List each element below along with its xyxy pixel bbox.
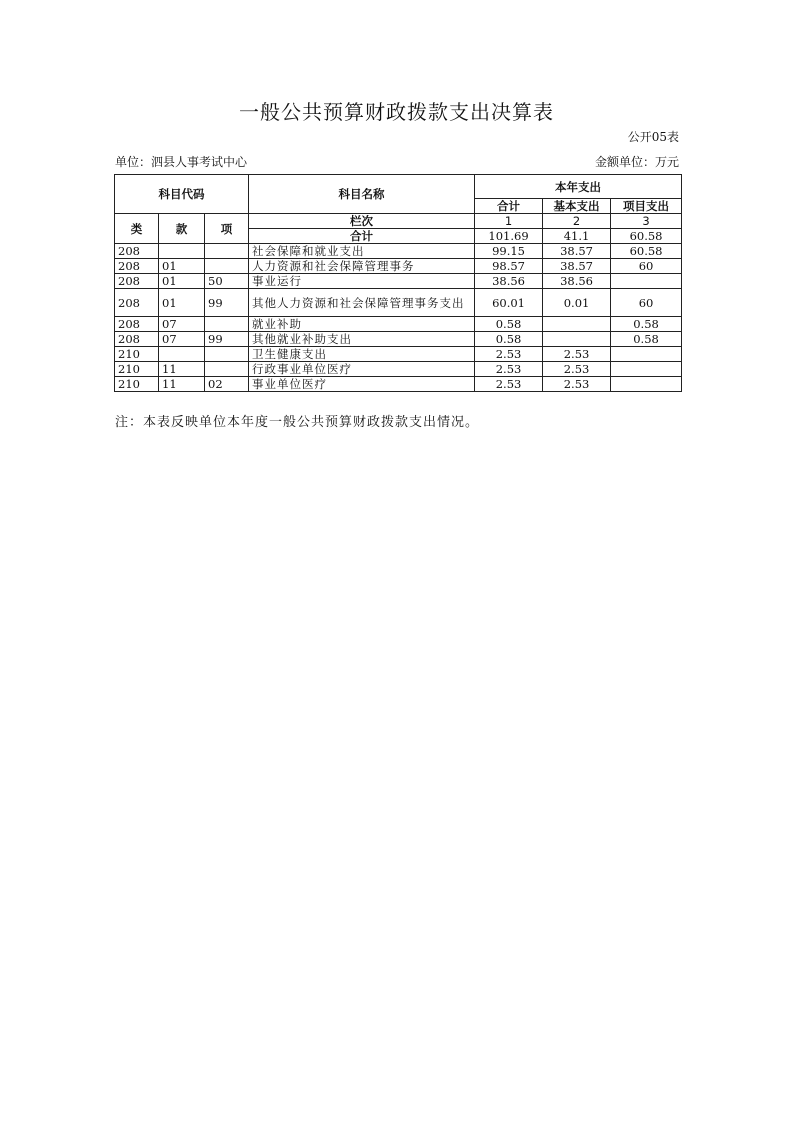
- basic-value: 2.53: [543, 362, 611, 377]
- item-code: [205, 362, 249, 377]
- subject-name: 事业运行: [249, 274, 475, 289]
- basic-value: 0.01: [543, 289, 611, 317]
- header-basic: 基本支出: [543, 199, 611, 214]
- total-value: 0.58: [475, 332, 543, 347]
- table-row: [115, 377, 682, 392]
- table-row: [115, 362, 682, 377]
- subject-name: 社会保障和就业支出: [249, 244, 475, 259]
- item-code: 02: [205, 377, 249, 392]
- total-value: 2.53: [475, 377, 543, 392]
- total-value: 60.01: [475, 289, 543, 317]
- section-code: [159, 347, 205, 362]
- project-value: [611, 274, 682, 289]
- basic-value: [543, 332, 611, 347]
- class-code: 208: [115, 259, 159, 274]
- header-current-year: 本年支出: [475, 175, 682, 199]
- subject-name: 其他就业补助支出: [249, 332, 475, 347]
- header-class: 类: [115, 214, 159, 244]
- total-value: 38.56: [475, 274, 543, 289]
- item-code: [205, 317, 249, 332]
- item-code: [205, 347, 249, 362]
- header-col1: 1: [475, 214, 543, 229]
- project-value: [611, 347, 682, 362]
- amount-unit-label: 金额单位：万元: [594, 155, 679, 169]
- section-code: 01: [159, 274, 205, 289]
- header-project: 项目支出: [611, 199, 682, 214]
- table-row: [115, 332, 682, 347]
- table-row: [115, 259, 682, 274]
- totals-total: 101.69: [475, 229, 543, 244]
- total-value: 0.58: [475, 317, 543, 332]
- class-code: 208: [115, 332, 159, 347]
- project-value: [611, 377, 682, 392]
- class-code: 210: [115, 347, 159, 362]
- subject-name: 卫生健康支出: [249, 347, 475, 362]
- item-code: 99: [205, 332, 249, 347]
- class-code: 208: [115, 274, 159, 289]
- total-value: 2.53: [475, 347, 543, 362]
- section-code: 11: [159, 362, 205, 377]
- project-value: 60: [611, 289, 682, 317]
- project-value: 60.58: [611, 244, 682, 259]
- class-code: 210: [115, 362, 159, 377]
- basic-value: 38.56: [543, 274, 611, 289]
- table-row: [115, 274, 682, 289]
- section-code: 01: [159, 289, 205, 317]
- project-value: 60: [611, 259, 682, 274]
- project-value: [611, 362, 682, 377]
- basic-value: 2.53: [543, 377, 611, 392]
- class-code: 208: [115, 317, 159, 332]
- subject-name: 事业单位医疗: [249, 377, 475, 392]
- form-code: 公开05表: [627, 130, 679, 144]
- subject-name: 就业补助: [249, 317, 475, 332]
- basic-value: 38.57: [543, 259, 611, 274]
- section-code: 01: [159, 259, 205, 274]
- item-code: 99: [205, 289, 249, 317]
- header-item: 项: [205, 214, 249, 244]
- basic-value: 38.57: [543, 244, 611, 259]
- project-value: 0.58: [611, 317, 682, 332]
- section-code: 07: [159, 332, 205, 347]
- class-code: 208: [115, 244, 159, 259]
- subject-name: 人力资源和社会保障管理事务: [249, 259, 475, 274]
- expenditure-table: [114, 174, 682, 392]
- header-total: 合计: [475, 199, 543, 214]
- table-row: [115, 347, 682, 362]
- basic-value: [543, 317, 611, 332]
- table-row: [115, 244, 682, 259]
- section-code: 07: [159, 317, 205, 332]
- table-row: [115, 317, 682, 332]
- subject-name: 行政事业单位医疗: [249, 362, 475, 377]
- header-column-label: 栏次: [249, 214, 475, 229]
- table-row: [115, 289, 682, 317]
- header-section: 款: [159, 214, 205, 244]
- totals-basic: 41.1: [543, 229, 611, 244]
- subject-name: 其他人力资源和社会保障管理事务支出: [249, 289, 475, 317]
- totals-project: 60.58: [611, 229, 682, 244]
- header-subject-name: 科目名称: [249, 175, 475, 214]
- item-code: [205, 259, 249, 274]
- project-value: 0.58: [611, 332, 682, 347]
- total-value: 2.53: [475, 362, 543, 377]
- class-code: 208: [115, 289, 159, 317]
- header-subject-code: 科目代码: [115, 175, 249, 214]
- total-value: 98.57: [475, 259, 543, 274]
- section-code: 11: [159, 377, 205, 392]
- table-note: 注：本表反映单位本年度一般公共预算财政拨款支出情况。: [115, 415, 480, 430]
- totals-label: 合计: [249, 229, 475, 244]
- section-code: [159, 244, 205, 259]
- page-title: 一般公共预算财政拨款支出决算表: [239, 100, 554, 124]
- unit-label: 单位：泗县人事考试中心: [115, 155, 248, 169]
- header-col2: 2: [543, 214, 611, 229]
- class-code: 210: [115, 377, 159, 392]
- basic-value: 2.53: [543, 347, 611, 362]
- total-value: 99.15: [475, 244, 543, 259]
- item-code: [205, 244, 249, 259]
- header-col3: 3: [611, 214, 682, 229]
- item-code: 50: [205, 274, 249, 289]
